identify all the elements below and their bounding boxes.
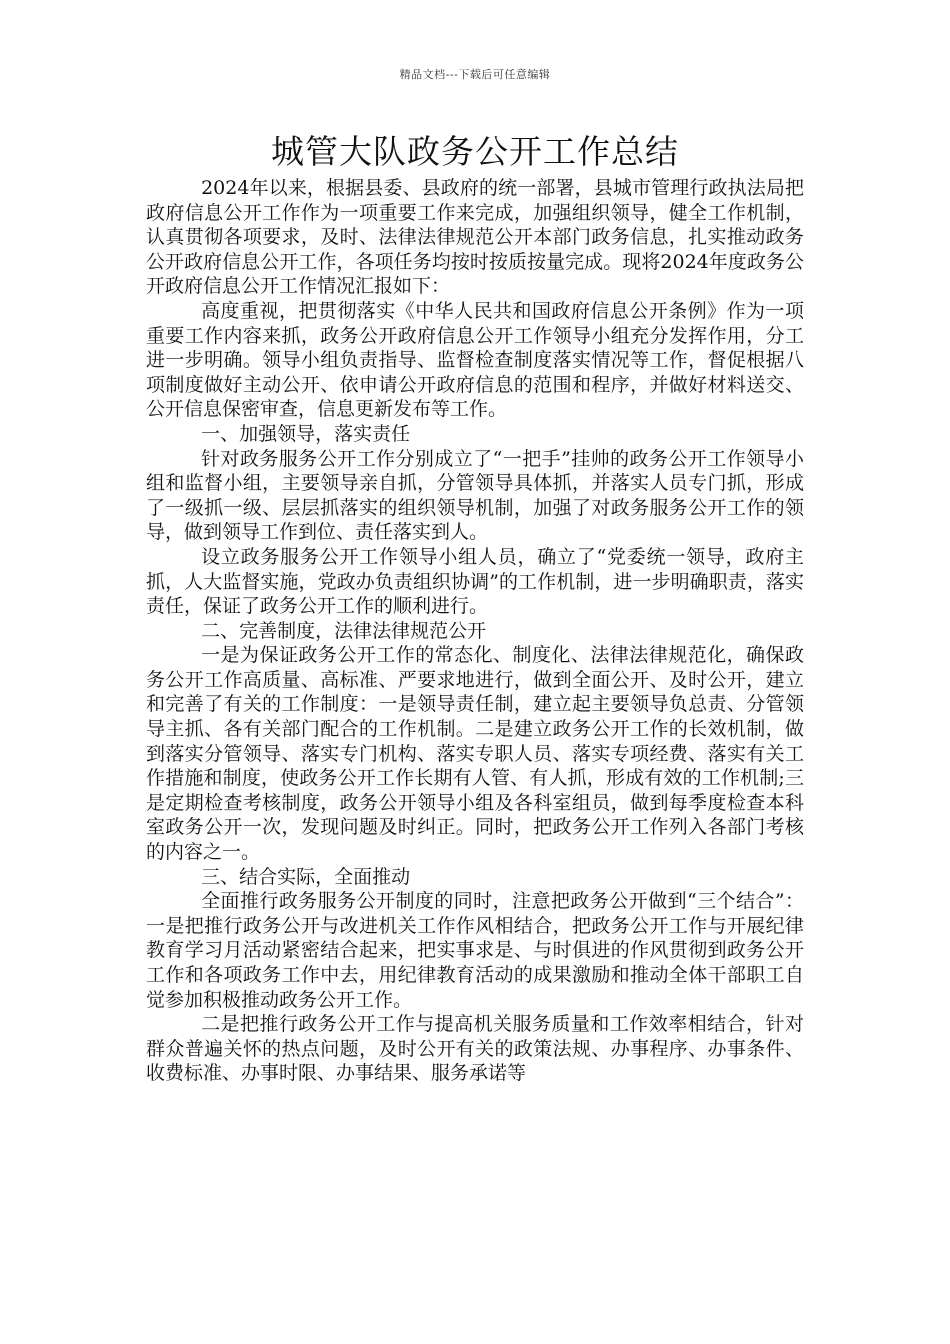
body-paragraph: 二是把推行政务公开工作与提高机关服务质量和工作效率相结合，针对群众普遍关怀的热点问题，及时公开有关的政策法规、办事程序、办事条件、收费标准、办事时限、办事结果、服务承诺等 — [146, 1013, 804, 1085]
body-paragraph: 针对政务服务公开工作分别成立了“一把手”挂帅的政务公开工作领导小组和监督小组，主要领导亲自抓，分管领导具体抓，并落实人员专门抓，形成了一级抓一级、层层抓落实的组织领导机制，加强了对政务服务公开工作的领导，做到领导工作到位、责任落实到人。 — [146, 447, 804, 544]
section-heading: 一、加强领导，落实责任 — [201, 422, 411, 445]
body-paragraph: 2024年以来，根据县委、县政府的统一部署，县城市管理行政执法局把政府信息公开工作作为一项重要工作来完成，加强组织领导，健全工作机制，认真贯彻各项要求，及时、法律法律规范公开本部门政务信息，扎实推动政务公开政府信息公开工作，各项任务均按时按质按量完成。现将2024年度政务公开政府信息公开工作情况汇报如下： — [146, 177, 804, 298]
body-paragraph: 设立政务服务公开工作领导小组人员，确立了“党委统一领导，政府主抓，人大监督实施，党政办负责组织协调”的工作机制，进一步明确职责，落实责任，保证了政务公开工作的顺利进行。 — [146, 545, 804, 618]
section-heading: 二、完善制度，法律法律规范公开 — [201, 619, 487, 642]
document-title: 城管大队政务公开工作总结 — [271, 132, 679, 171]
header-note: 精品文档---下载后可任意编辑 — [399, 68, 551, 81]
section-heading: 三、结合实际，全面推动 — [201, 865, 411, 888]
body-paragraph: 一是为保证政务公开工作的常态化、制度化、法律法律规范化，确保政务公开工作高质量、高标准、严要求地进行，做到全面公开、及时公开，建立和完善了有关的工作制度：一是领导责任制，建立起主要领导负总责、分管领导主抓、各有关部门配合的工作机制。二是建立政务公开工作的长效机制，做到落实分管领导、落实专门机构、落实专职人员、落实专项经费、落实有关工作措施和制度，使政务公开工作长期有人管、有人抓，形成有效的工作机制;三是定期检查考核制度，政务公开领导小组及各科室组员，做到每季度检查本科室政务公开一次，发现问题及时纠正。同时，把政务公开工作列入各部门考核的内容之一。 — [146, 644, 804, 864]
body-paragraph: 全面推行政务服务公开制度的同时，注意把政务公开做到“三个结合”：一是把推行政务公开与改进机关工作作风相结合，把政务公开工作与开展纪律教育学习月活动紧密结合起来，把实事求是、与时俱进的作风贯彻到政务公开工作和各项政务工作中去，用纪律教育活动的成果激励和推动全体干部职工自觉参加积极推动政务公开工作。 — [146, 890, 804, 1011]
body-paragraph: 高度重视，把贯彻落实《中华人民共和国政府信息公开条例》作为一项重要工作内容来抓，政务公开政府信息公开工作领导小组充分发挥作用，分工进一步明确。领导小组负责指导、监督检查制度落实情况等工作，督促根据八项制度做好主动公开、依申请公开政府信息的范围和程序，并做好材料送交、公开信息保密审查，信息更新发布等工作。 — [146, 299, 804, 421]
document-body — [146, 176, 804, 1086]
